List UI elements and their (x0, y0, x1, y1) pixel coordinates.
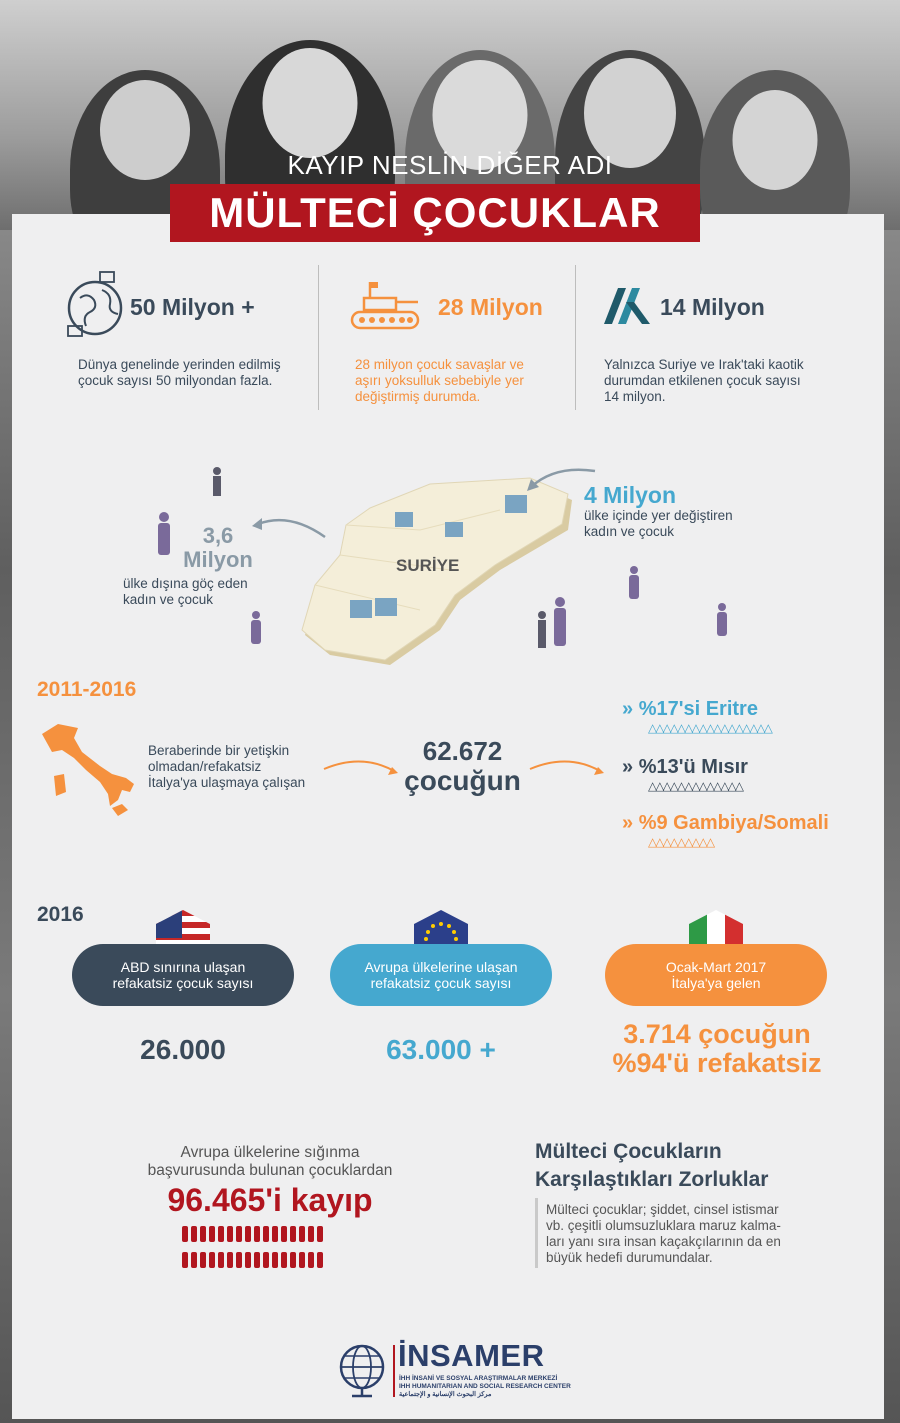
stat-text-3: Yalnızca Suriye ve Irak'taki kaotik durumdan etkilenen çocuk sayısı 14 milyon. (604, 357, 804, 404)
divider (575, 265, 576, 410)
right-value: 4 Milyon (584, 482, 677, 508)
people-icons: △△△△△△△△△△△△△ (648, 779, 742, 793)
people-grid-icon (182, 1222, 328, 1276)
italy-arrow-1-icon (322, 755, 402, 783)
left-value: 3,6 Milyon (183, 523, 253, 572)
stat-text-2: 28 milyon çocuk savaşlar ve aşırı yoksulluk sebebiyle yer değiştirmiş durumda. (355, 357, 524, 404)
eu-value: 63.000 + (386, 1034, 496, 1065)
people-icons: △△△△△△△△△ (648, 835, 714, 849)
period-label: 2011-2016 (37, 678, 137, 701)
breakdown-misir: » %13'ü Mısır △△△△△△△△△△△△△ (622, 756, 748, 793)
stat-value-2: 28 Milyon (438, 294, 543, 320)
page-subtitle: KAYIP NESLİN DİĞER ADI (287, 150, 613, 180)
italy-card: Ocak-Mart 2017 İtalya'ya gelen (605, 944, 827, 1006)
breakdown-eritre: » %17'si Eritre △△△△△△△△△△△△△△△△△ (622, 698, 771, 735)
missing-text: Avrupa ülkelerine sığınma başvurusunda bulunan çocuklardan (147, 1144, 393, 1179)
tank-icon (350, 280, 422, 336)
right-text: ülke içinde yer değiştiren kadın ve çocuk (584, 508, 733, 539)
divider (318, 265, 319, 410)
map-label: SURİYE (396, 556, 460, 575)
stat-text-1: Dünya genelinde yerinden edilmiş çocuk sayısı 50 milyondan fazla. (78, 357, 281, 388)
globe-icon (62, 268, 132, 342)
brand-name: İNSAMER (398, 1338, 545, 1373)
year-label: 2016 (37, 903, 84, 926)
breakdown-gambiya: » %9 Gambiya/Somali △△△△△△△△△ (622, 812, 829, 849)
challenges-heading: Mülteci Çocukların Karşılaştıkları Zorluklar (535, 1140, 769, 1191)
missing-value: 96.465'i kayıp (167, 1182, 373, 1218)
usa-card: ABD sınırına ulaşan refakatsiz çocuk sayısı (72, 944, 294, 1006)
brand-lines: İHH İNSANİ VE SOSYAL ARAŞTIRMALAR MERKEZİ IHH HUMANITARIAN AND SOCIAL RESEARCH CENTER مركز البحوث الإنسانية و الإجتماعية (399, 1375, 571, 1398)
footer-rule (393, 1345, 395, 1397)
italy-value: 3.714 çocuğun %94'ü refakatsiz (612, 1019, 822, 1078)
left-text: ülke dışına göç eden kadın ve çocuk (123, 576, 248, 607)
italy-number: 62.672 çocuğun (404, 736, 521, 796)
stat-value-3: 14 Milyon (660, 294, 765, 320)
italy-arrow-2-icon (528, 755, 608, 783)
insamer-globe-icon (338, 1343, 388, 1403)
stat-value-1: 50 Milyon + (130, 294, 255, 320)
page-title: MÜLTECİ ÇOCUKLAR (170, 184, 700, 242)
italy-text: Beraberinde bir yetişkin olmadan/refakatsiz İtalya'ya ulaşmaya çalışan (148, 743, 306, 790)
eu-card: Avrupa ülkelerine ulaşan refakatsiz çocuk sayısı (330, 944, 552, 1006)
challenges-text: Mülteci çocuklar; şiddet, cinsel istismar vb. çeşitli olumsuzluklara maruz kalma- ları yanı sıra insan kaçakçılarının da en büyük hedefi durumundalar. (546, 1202, 781, 1265)
arrow-left-icon (250, 512, 330, 546)
italy-map-icon (38, 722, 138, 826)
split-logo-icon (604, 288, 650, 328)
people-icons: △△△△△△△△△△△△△△△△△ (648, 721, 771, 735)
usa-value: 26.000 (140, 1034, 226, 1065)
challenges-rule (535, 1198, 538, 1268)
